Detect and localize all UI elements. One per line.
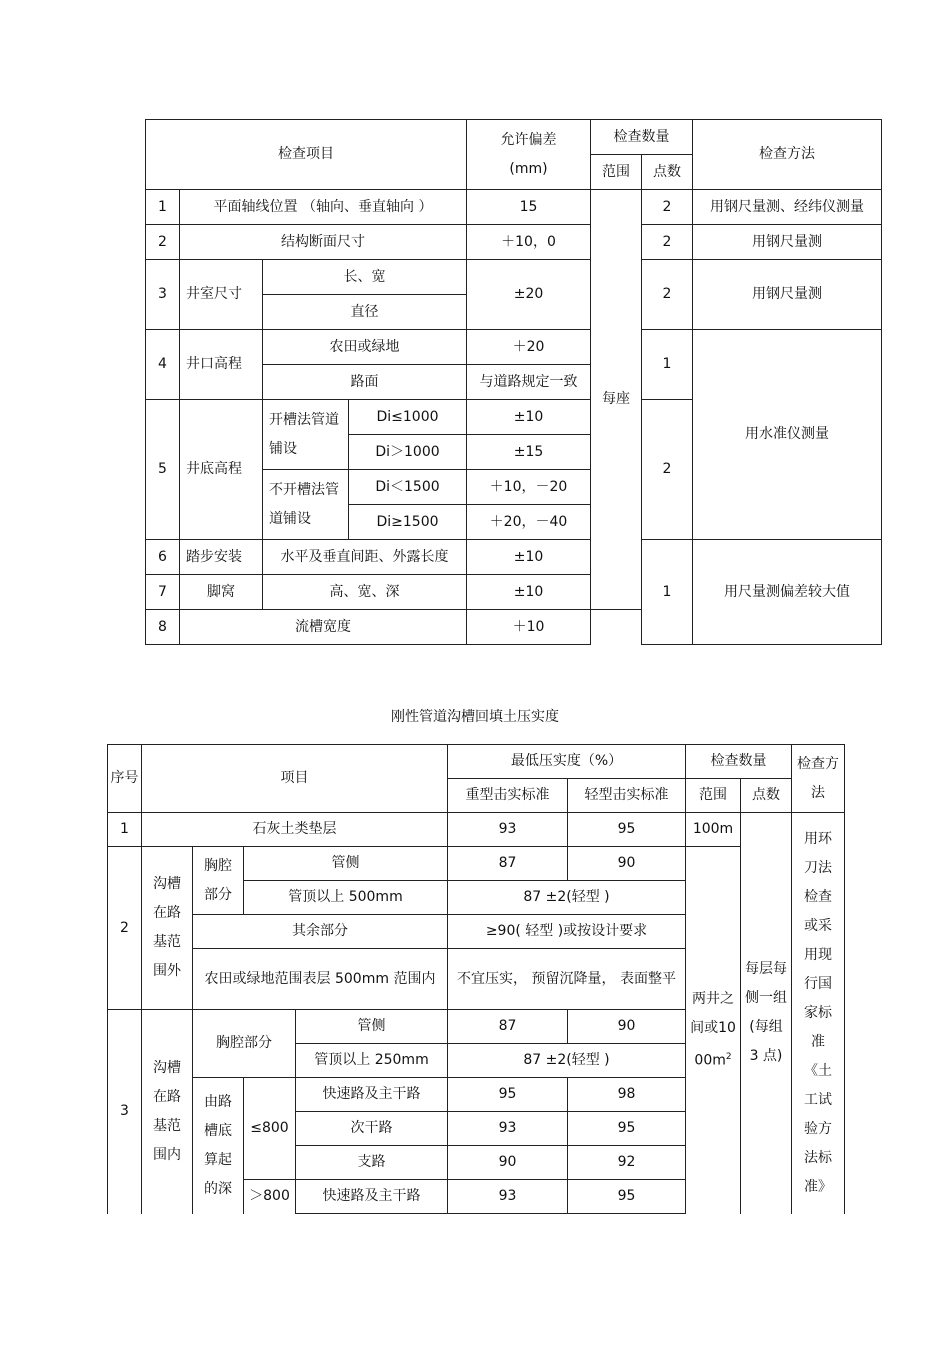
row-points: 2 xyxy=(642,225,693,260)
header-points: 点数 xyxy=(642,155,693,190)
row-road-class: 次干路 xyxy=(296,1112,448,1146)
row-no: 6 xyxy=(146,540,180,575)
row-value: 87 ±2(轻型 ) xyxy=(448,881,686,915)
row-sub-item: 高、宽、深 xyxy=(263,575,467,610)
range-unit-sup: 2 xyxy=(725,1051,732,1062)
row-heavy: 95 xyxy=(448,1078,568,1112)
row-sub-item: 水平及垂直间距、外露长度 xyxy=(263,540,467,575)
table-row xyxy=(146,260,882,295)
row-depth-gt800: ＞800 xyxy=(244,1180,296,1214)
row-range: 100m xyxy=(686,813,741,847)
row-sub-item: 管侧 xyxy=(244,847,448,881)
row-depth-le800: ≤800 xyxy=(244,1078,296,1180)
row-no: 2 xyxy=(108,847,142,1010)
row-no: 1 xyxy=(108,813,142,847)
row-light: 92 xyxy=(568,1146,686,1180)
row-sub-item: 农田或绿地范围表层 500mm 范围内 xyxy=(193,949,448,1010)
row-tolerance: ＋20 xyxy=(467,330,591,365)
row-diameter: Di＞1000 xyxy=(349,435,467,470)
row-no: 8 xyxy=(146,610,180,645)
row-item: 井口高程 xyxy=(180,330,263,400)
header-qty: 检查数量 xyxy=(591,120,693,155)
header-tolerance xyxy=(467,120,591,190)
row-sub-item: 农田或绿地 xyxy=(263,330,467,365)
row-item: 踏步安装 xyxy=(180,540,263,575)
table-row xyxy=(146,330,882,365)
row-item: 井底高程 xyxy=(180,400,263,540)
points-per-layer: 每层每侧一组(每组 3 点) xyxy=(741,813,792,1214)
row-light: 95 xyxy=(568,1112,686,1146)
row-sub-item: 路面 xyxy=(263,365,467,400)
header-item: 检查项目 xyxy=(146,120,467,190)
row-road-class: 快速路及主干路 xyxy=(296,1078,448,1112)
header-range: 范围 xyxy=(591,155,642,190)
row-value: 87 ±2(轻型 ) xyxy=(448,1044,686,1078)
row-method-level: 用水准仪测量 xyxy=(693,330,882,540)
row-diameter: Di＜1500 xyxy=(349,470,467,505)
row-item: 脚窝 xyxy=(180,575,263,610)
row-tolerance: ±10 xyxy=(467,540,591,575)
row-light: 90 xyxy=(568,1010,686,1044)
row-tolerance: ±15 xyxy=(467,435,591,470)
row-tolerance: ＋10 xyxy=(467,610,591,645)
row-method: 用钢尺量测、经纬仪测量 xyxy=(693,190,882,225)
row-heavy: 93 xyxy=(448,1180,568,1214)
header-points: 点数 xyxy=(741,779,792,813)
compaction-table xyxy=(107,744,845,1214)
row-value: 不宜压实， 预留沉降量， 表面整平 xyxy=(448,949,686,1010)
table-row xyxy=(146,540,882,575)
row-diameter: Di≤1000 xyxy=(349,400,467,435)
row-tolerance: 与道路规定一致 xyxy=(467,365,591,400)
header-tolerance-label: 允许偏差 xyxy=(500,131,557,148)
table2-caption: 刚性管道沟槽回填土压实度 xyxy=(391,709,559,725)
row-item: 结构断面尺寸 xyxy=(180,225,467,260)
row-no: 7 xyxy=(146,575,180,610)
row-tolerance: 15 xyxy=(467,190,591,225)
header-method: 检查方法 xyxy=(792,745,845,813)
table-row xyxy=(146,190,882,225)
range-between-wells xyxy=(686,847,741,1214)
row-no: 3 xyxy=(146,260,180,330)
row-no: 1 xyxy=(146,190,180,225)
row-light: 95 xyxy=(568,1180,686,1214)
header-light: 轻型击实标准 xyxy=(568,779,686,813)
row-diameter: Di≥1500 xyxy=(349,505,467,540)
row-tolerance: ＋10，－20 xyxy=(467,470,591,505)
row-heavy: 90 xyxy=(448,1146,568,1180)
row-tolerance: ±10 xyxy=(467,575,591,610)
row-value: ≥90( 轻型 )或按设计要求 xyxy=(448,915,686,949)
row-group-trench: 开槽法管道铺设 xyxy=(263,400,349,470)
range-per-well: 每座 xyxy=(591,190,642,610)
row-group: 沟槽在路基范围内 xyxy=(142,1010,193,1214)
row-item: 井室尺寸 xyxy=(180,260,263,330)
header-heavy: 重型击实标准 xyxy=(448,779,568,813)
row-light: 90 xyxy=(568,847,686,881)
row-depth: 由路槽底算起的深 xyxy=(193,1078,244,1214)
row-light: 98 xyxy=(568,1078,686,1112)
header-min-compaction: 最低压实度（%） xyxy=(448,745,686,779)
row-tolerance: ＋20，－40 xyxy=(467,505,591,540)
row-heavy: 87 xyxy=(448,847,568,881)
row-chest: 胸腔部分 xyxy=(193,847,244,915)
row-points: 1 xyxy=(642,330,693,400)
inspection-table xyxy=(145,119,882,645)
row-no: 5 xyxy=(146,400,180,540)
row-method: 用钢尺量测 xyxy=(693,225,882,260)
row-points: 1 xyxy=(642,540,693,645)
row-item: 流槽宽度 xyxy=(180,610,467,645)
row-no: 3 xyxy=(108,1010,142,1214)
row-tolerance: ±10 xyxy=(467,400,591,435)
row-group: 沟槽在路基范围外 xyxy=(142,847,193,1010)
header-item: 项目 xyxy=(142,745,448,813)
row-item: 平面轴线位置 （轴向、垂直轴向 ） xyxy=(180,190,467,225)
row-heavy: 93 xyxy=(448,813,568,847)
row-item: 石灰土类垫层 xyxy=(142,813,448,847)
row-chest: 胸腔部分 xyxy=(193,1010,296,1078)
header-qty: 检查数量 xyxy=(686,745,792,779)
header-tolerance-unit: (mm) xyxy=(509,160,548,177)
row-tolerance: ±20 xyxy=(467,260,591,330)
row-sub-item: 管侧 xyxy=(296,1010,448,1044)
table-row xyxy=(146,225,882,260)
row-points: 2 xyxy=(642,260,693,330)
row-points: 2 xyxy=(642,400,693,540)
table-row xyxy=(108,813,845,847)
table-row xyxy=(108,847,845,881)
header-method: 检查方法 xyxy=(693,120,882,190)
header-no: 序号 xyxy=(108,745,142,813)
row-tolerance: ＋10，0 xyxy=(467,225,591,260)
row-sub-item: 直径 xyxy=(263,295,467,330)
row-sub-item: 管顶以上 250mm xyxy=(296,1044,448,1078)
row-sub-item: 其余部分 xyxy=(193,915,448,949)
row-method: 用钢尺量测 xyxy=(693,260,882,330)
row-group-trenchless: 不开槽法管道铺设 xyxy=(263,470,349,540)
row-no: 2 xyxy=(146,225,180,260)
range-between-wells-text: 两井之间或1000m xyxy=(690,990,736,1069)
row-heavy: 93 xyxy=(448,1112,568,1146)
header-range: 范围 xyxy=(686,779,741,813)
row-no: 4 xyxy=(146,330,180,400)
row-road-class: 支路 xyxy=(296,1146,448,1180)
row-points: 2 xyxy=(642,190,693,225)
row-heavy: 87 xyxy=(448,1010,568,1044)
row-light: 95 xyxy=(568,813,686,847)
row-sub-item: 长、宽 xyxy=(263,260,467,295)
row-road-class: 快速路及主干路 xyxy=(296,1180,448,1214)
method-ring-knife: 用环刀法检查或采用现行国家标准《土工试验方法标准》 xyxy=(792,813,845,1214)
row-method: 用尺量测偏差较大值 xyxy=(693,540,882,645)
row-sub-item: 管顶以上 500mm xyxy=(244,881,448,915)
